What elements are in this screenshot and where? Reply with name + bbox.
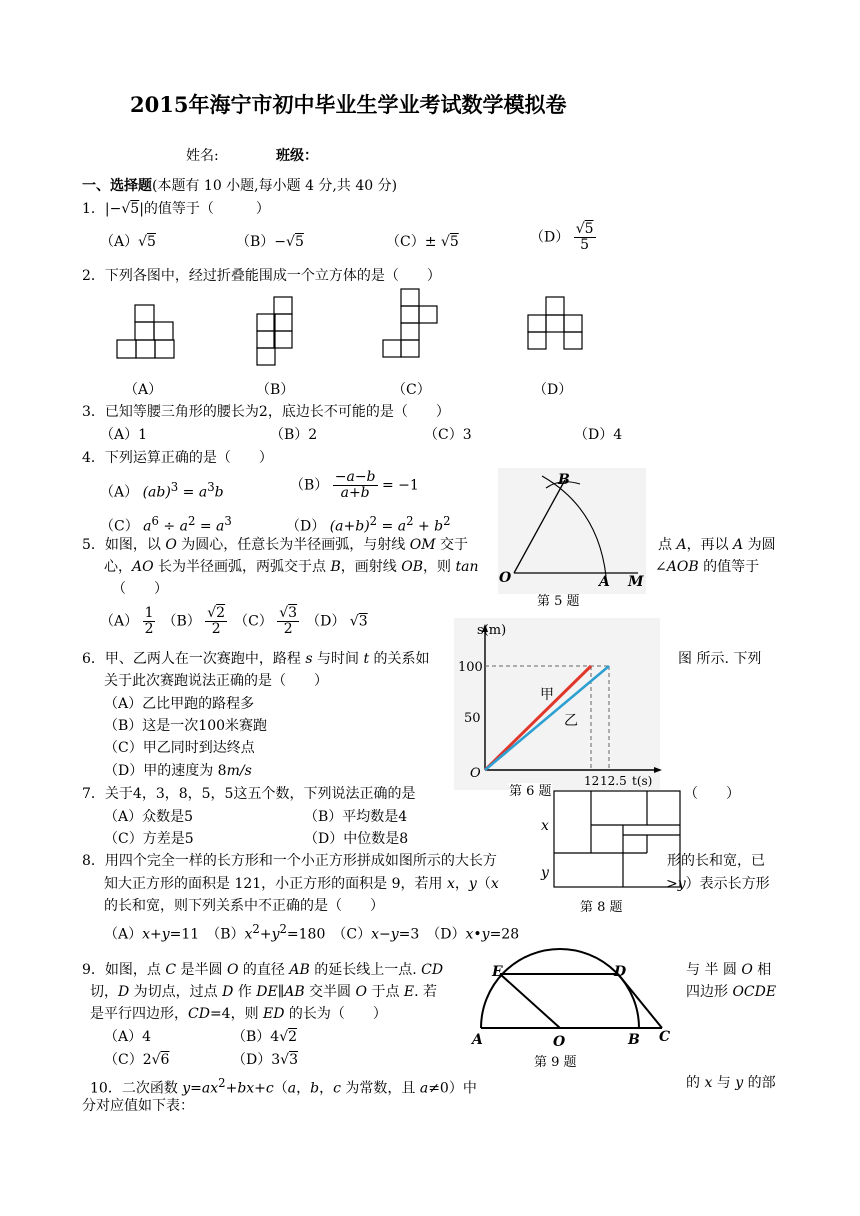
q6-yi: 乙 [564, 713, 578, 729]
q8-line1: 8．用四个完全一样的长方形和一个小正方形拼成如图所示的大长方 [82, 853, 497, 869]
q3-option-c: （C）3 [424, 427, 472, 443]
q4-option-b: （B） $\frac{-a-b}{a+b}$ = −1 [290, 469, 419, 501]
q9-point-b: B [628, 1032, 640, 1048]
q2-net-d [527, 296, 587, 354]
q5-line2: 心，AO 长为半径画弧，两弧交于点 B，画射线 OB，则 tan [104, 559, 479, 575]
q2-label-c: （C） [392, 382, 431, 398]
q8-line2: 知大正方形的面积是 121，小正方形的面积是 9，若用 x，y（x [104, 876, 499, 892]
q9-option-c: （C）2√6 [104, 1052, 170, 1068]
q6-line2: 关于此次赛跑说法正确的是（ ） [104, 673, 328, 689]
q6-option-d: （D）甲的速度为 8m/s [104, 763, 252, 779]
q5-line1-right: 点 A，再以 A 为圆 [658, 537, 776, 553]
q3-option-b: （B）2 [270, 427, 318, 443]
q9-line2: 切，D 为切点，过点 D 作 DE∥AB 交半圆 O 于点 E. 若 [90, 984, 438, 1000]
q7-option-a: （A）众数是5 [104, 809, 194, 825]
q9-point-o: O [553, 1034, 566, 1050]
q7-line1-right: （ ） [684, 786, 740, 802]
q6-origin: O [470, 766, 481, 781]
q8-caption: 第 8 题 [580, 900, 623, 915]
q5-caption: 第 5 题 [537, 594, 580, 609]
q3-option-d: （D）4 [574, 427, 623, 443]
q3-option-a: （A）1 [100, 427, 148, 443]
q6-line1-right: 图 所示. 下列 [678, 651, 762, 667]
q9-point-e: E [492, 964, 503, 980]
q9-line1-right: 与 半 圆 O 相 [686, 962, 772, 978]
q6-option-a: （A）乙比甲跑的路程多 [104, 696, 255, 712]
q1-option-c: （C）± √5 [386, 234, 459, 250]
name-label: 姓名: [186, 148, 219, 164]
q2-label-b: （B） [256, 382, 295, 398]
q2-stem: 2．下列各图中，经过折叠能围成一个立方体的是（ ） [82, 268, 441, 284]
q5-point-a: A [599, 574, 610, 590]
q3-stem: 3．已知等腰三角形的腰长为2，底边长不可能的是（ ） [82, 404, 450, 420]
q6-line1: 6．甲、乙两人在一次赛跑中，路程 s 与时间 t 的关系如 [82, 651, 430, 667]
q4-option-c: （C） $a^6 \div a^2 = a^3$ [100, 514, 232, 535]
q2-label-a: （A） [124, 382, 163, 398]
q2-net-c [382, 288, 440, 368]
q9-line2-right: 四边形 OCDE [686, 984, 777, 1000]
q6-jia: 甲 [540, 687, 554, 703]
q5-point-b: B [558, 472, 570, 488]
q8-y-label: y [541, 865, 549, 881]
section-title: 一、选择题(本题有 10 小题,每小题 4 分,共 40 分) [82, 178, 398, 194]
q8-x-label: x [541, 818, 549, 834]
q9-caption: 第 9 题 [534, 1055, 577, 1070]
q6-y100: 100 [458, 660, 483, 675]
q7-line1: 7．关于4，3，8，5，5这五个数，下列说法正确的是 [82, 786, 416, 802]
class-label: 班级： [276, 148, 318, 164]
q9-option-a: （A）4 [104, 1029, 152, 1045]
q5-figure [498, 468, 646, 594]
q9-point-d: D [614, 964, 627, 980]
q5-line1: 5．如图，以 O 为圆心，任意长为半径画弧，与射线 OM 交于 [82, 537, 469, 553]
q4-option-d: （D） $(a+b)^2 = a^2 + b^2$ [286, 514, 451, 535]
q5-point-o: O [499, 570, 512, 586]
q8-line3: 的长和宽，则下列关系中不正确的是（ ） [104, 898, 384, 914]
q7-option-d: （D）中位数是8 [304, 831, 409, 847]
q1-option-d: （D） $\frac{√5}{5}$ [530, 221, 594, 253]
q1-option-b: （B）−√5 [236, 234, 304, 250]
q6-graph [454, 618, 664, 790]
q10-line2: 分对应值如下表： [82, 1098, 194, 1114]
q6-xlabel: t(s) [632, 774, 653, 788]
q9-line1: 9．如图，点 C 是半圆 O 的直径 AB 的延长线上一点. CD [82, 962, 444, 978]
q5-point-m: M [628, 574, 644, 590]
q9-point-c: C [659, 1029, 671, 1045]
q9-option-d: （D）3√3 [232, 1052, 298, 1068]
q1-option-a: （A）√5 [100, 234, 156, 250]
q2-net-a [116, 304, 176, 360]
q2-net-b [256, 296, 296, 368]
q8-line2-right: >y）表示长方形 [666, 876, 770, 892]
q4-stem: 4．下列运算正确的是（ ） [82, 450, 273, 466]
q6-x125: 12.5 [600, 774, 627, 788]
q6-ylabel: s(m) [477, 623, 507, 638]
q10-line1: 10．二次函数 $y=ax^2+bx+c(a$，b，c 为常数，且 a≠0）中 [90, 1076, 477, 1097]
q8-options: （A）x+y=11 $(B)x^2+y^2=180$ （C）x−y=3 （D）x•y=28 [104, 922, 520, 943]
q5-line3: （ ） [112, 581, 168, 597]
q9-point-a: A [472, 1032, 483, 1048]
q9-option-b: （B）4√2 [232, 1029, 298, 1045]
q4-option-a: （A） $(ab)^3 = a^3b$ [100, 480, 224, 501]
q7-option-b: （B）平均数是4 [304, 809, 408, 825]
page-title: 2015年海宁市初中毕业生学业考试数学模拟卷 [130, 92, 567, 117]
q8-figure [553, 790, 683, 890]
q5-line2-right: ∠AOB 的值等于 [655, 559, 760, 575]
q5-options: （A） $\frac{1}{2}$ （B） $\frac{√2}{2}$ （C） $\frac{√3}{2}$ （D） √3 [100, 605, 368, 637]
q9-figure [478, 952, 668, 1042]
q1-stem: 1．|−√5|的值等于（ ） [82, 201, 270, 217]
q6-x12: 12 [584, 774, 600, 788]
q6-y50: 50 [464, 711, 481, 726]
q6-option-c: （C）甲乙同时到达终点 [104, 740, 255, 756]
q8-line1-right: 形的长和宽，已 [667, 853, 765, 869]
q7-option-c: （C）方差是5 [104, 831, 194, 847]
q6-caption: 第 6 题 [509, 784, 552, 799]
q2-label-d: （D） [533, 382, 573, 398]
q9-line3: 是平行四边形，CD=4，则 ED 的长为（ ） [90, 1006, 387, 1022]
q6-option-b: （B）这是一次100米赛跑 [104, 718, 268, 734]
q10-line1-right: 的 x 与 y 的部 [686, 1075, 776, 1091]
